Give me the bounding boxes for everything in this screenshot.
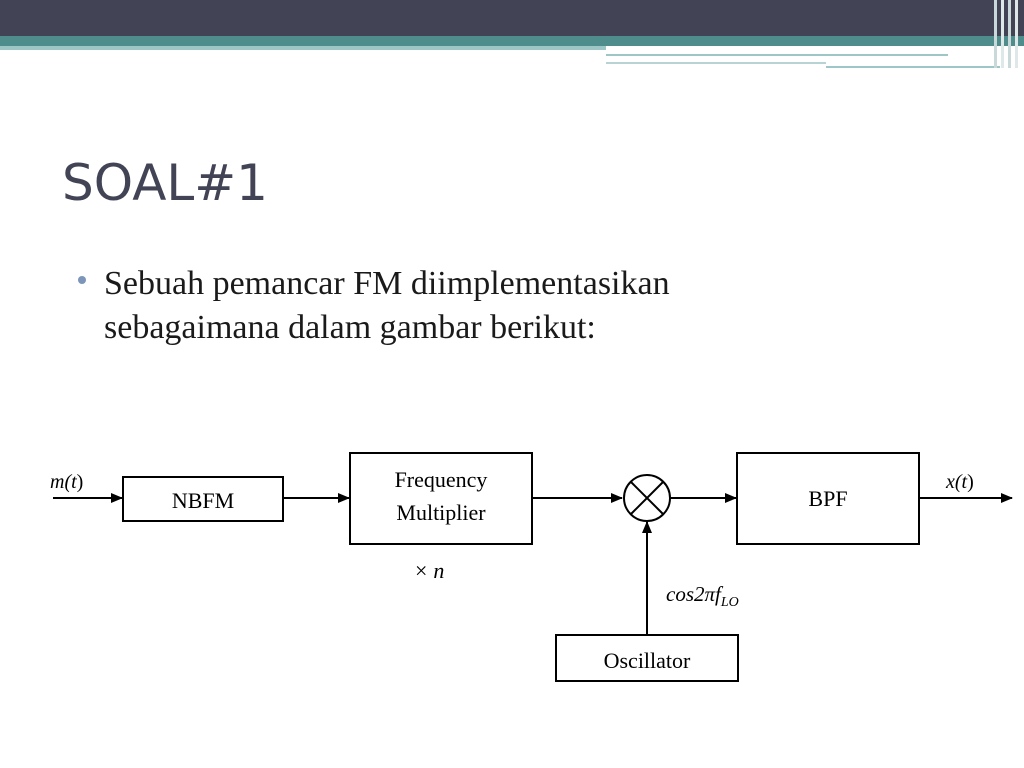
lo-signal-pi: π (704, 582, 716, 606)
bullet-line-1: Sebuah pemancar FM diimplementasikan (104, 265, 670, 302)
frequency-multiplier-label-2: Multiplier (396, 500, 486, 525)
oscillator-label: Oscillator (603, 648, 691, 673)
input-label (50, 471, 83, 493)
bullet-line-2: sebagaimana dalam gambar berikut: (104, 309, 596, 346)
multiplier-factor (415, 558, 444, 583)
frequency-multiplier-label-1: Frequency (394, 467, 488, 492)
bpf-label: BPF (808, 486, 848, 511)
input-label-var: t (71, 471, 77, 493)
output-label-close: ) (967, 471, 974, 493)
slide-title: SOAL#1 (62, 154, 268, 212)
lo-signal-sub: LO (720, 595, 739, 610)
output-label (945, 471, 974, 493)
input-label-main: m( (50, 471, 72, 493)
multiplier-factor-var: n (433, 558, 445, 583)
output-label-var: t (961, 471, 968, 493)
input-label-close: ) (76, 471, 84, 493)
lo-signal-label (666, 582, 739, 610)
lo-signal-cos: cos2 (666, 582, 705, 606)
nbfm-label: NBFM (171, 488, 235, 513)
multiplier-factor-sign: × (415, 558, 428, 583)
lo-signal-f: f (715, 582, 721, 606)
output-label-main: x( (946, 471, 962, 493)
